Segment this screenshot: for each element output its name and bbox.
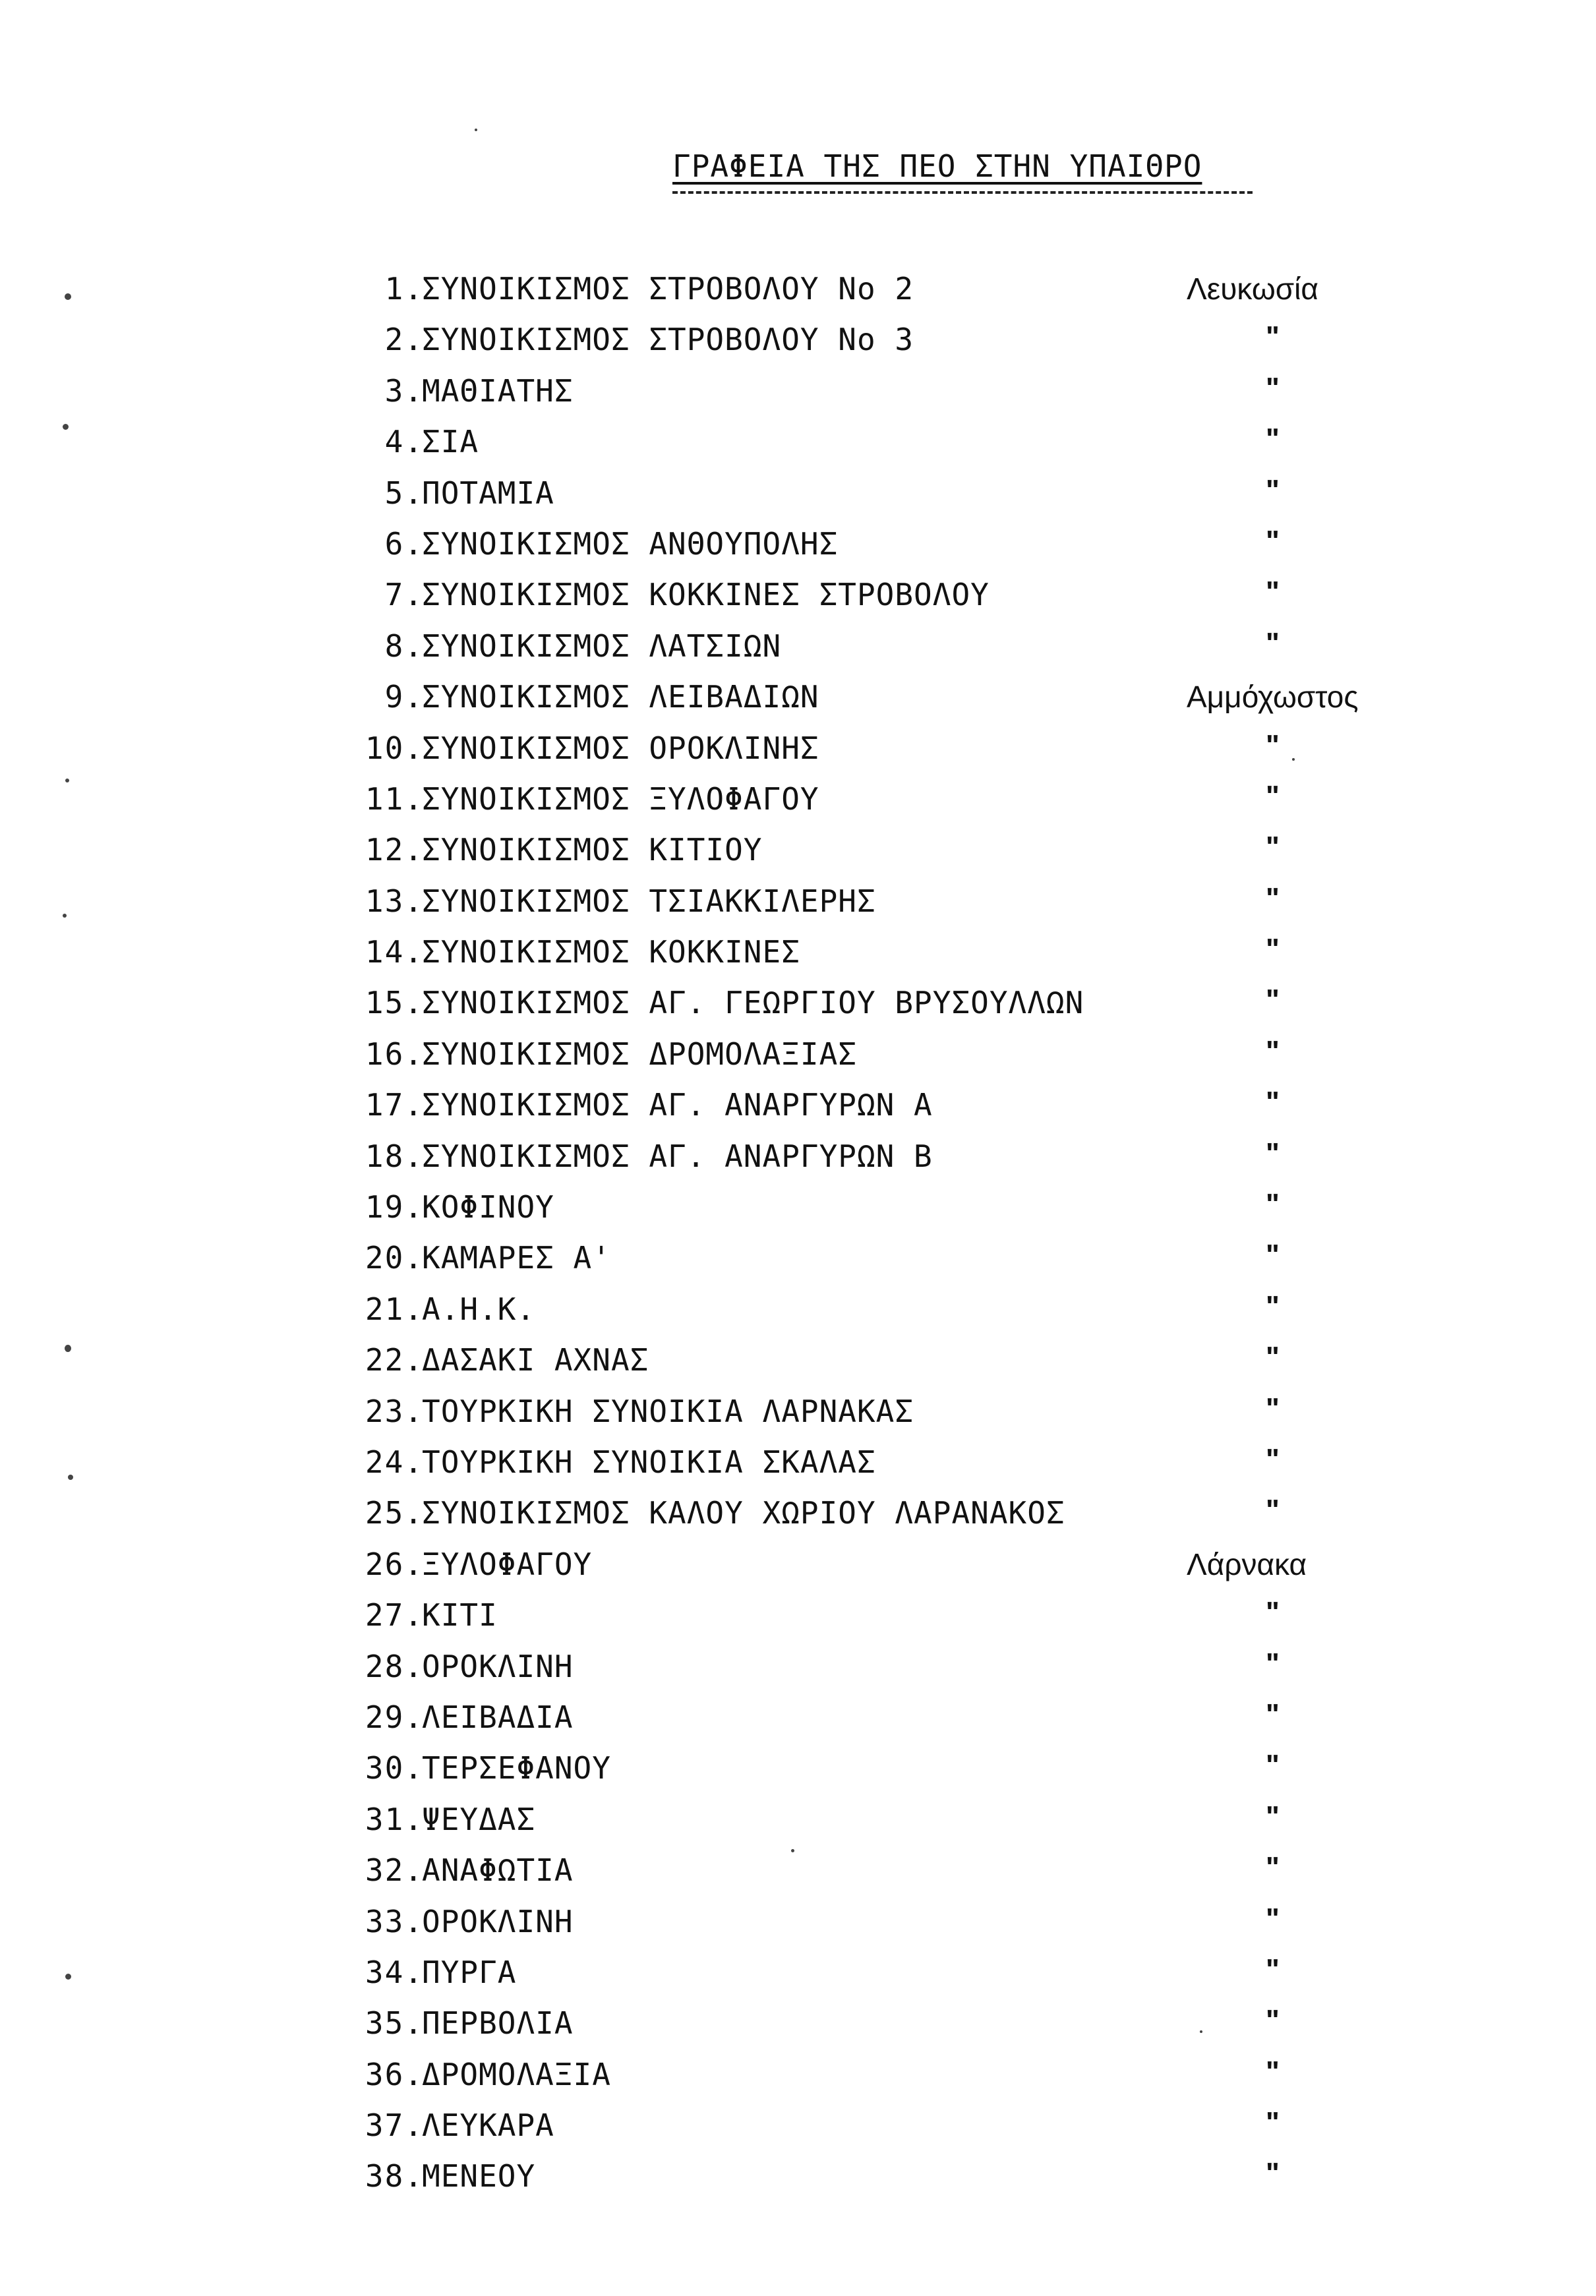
office-number: 1. <box>384 271 424 307</box>
scan-speck <box>475 129 477 131</box>
ditto-mark: " <box>1266 1442 1280 1475</box>
ditto-mark: " <box>1266 473 1280 506</box>
ditto-mark: " <box>1266 1596 1280 1629</box>
office-row <box>0 2156 1596 2207</box>
ditto-mark: " <box>1266 320 1280 353</box>
office-row <box>0 2105 1596 2156</box>
office-row <box>0 1392 1596 1442</box>
office-name: ΣΥΝΟΙΚΙΣΜΟΣ ΑΓ. ΓΕΩΡΓΙΟΥ ΒΡΥΣΟΥΛΛΩΝ <box>422 985 1084 1021</box>
office-name: ΔΑΣΑΚΙ ΑΧΝΑΣ <box>422 1342 649 1378</box>
office-name: ΚΟΦΙΝΟΥ <box>422 1189 554 1225</box>
office-number: 22. <box>365 1342 424 1378</box>
ditto-mark: " <box>1266 1239 1280 1272</box>
ditto-mark: " <box>1266 2157 1280 2190</box>
office-row <box>0 2055 1596 2105</box>
ditto-mark: " <box>1266 831 1280 864</box>
office-name: ΤΟΥΡΚΙΚΗ ΣΥΝΟΙΚΙΑ ΣΚΑΛΑΣ <box>422 1444 876 1480</box>
office-number: 20. <box>365 1240 424 1276</box>
office-name: ΣΥΝΟΙΚΙΣΜΟΣ ΑΓ. ΑΝΑΡΓΥΡΩΝ Β <box>422 1138 933 1174</box>
office-number: 24. <box>365 1444 424 1480</box>
office-row <box>0 728 1596 779</box>
office-row <box>0 1289 1596 1340</box>
office-row <box>0 320 1596 370</box>
scan-speck <box>68 1475 73 1480</box>
office-number: 31. <box>365 1801 424 1837</box>
office-number: 35. <box>365 2005 424 2042</box>
office-name: ΟΡΟΚΛΙΝΗ <box>422 1903 574 1939</box>
office-name: ΤΟΥΡΚΙΚΗ ΣΥΝΟΙΚΙΑ ΛΑΡΝΑΚΑΣ <box>422 1393 914 1429</box>
ditto-mark: " <box>1266 728 1280 761</box>
office-row <box>0 371 1596 422</box>
office-row <box>0 1850 1596 1901</box>
office-name: ΤΕΡΣΕΦΑΝΟΥ <box>422 1750 611 1786</box>
office-number: 5. <box>384 475 424 511</box>
office-district: Λευκωσία <box>1187 272 1318 306</box>
office-row <box>0 830 1596 881</box>
office-name: ΠΕΡΒΟΛΙΑ <box>422 2005 574 2042</box>
ditto-mark: " <box>1266 1851 1280 1884</box>
office-number: 29. <box>365 1699 424 1735</box>
office-number: 27. <box>365 1597 424 1634</box>
office-row <box>0 1647 1596 1697</box>
office-number: 32. <box>365 1852 424 1889</box>
office-name: ΠΥΡΓΑ <box>422 1954 517 1990</box>
office-row <box>0 524 1596 575</box>
office-name: ΣΥΝΟΙΚΙΣΜΟΣ ΣΤΡΟΒΟΛΟΥ Νο 2 <box>422 271 914 307</box>
office-row <box>0 626 1596 677</box>
office-number: 4. <box>384 424 424 460</box>
office-name: ΣΥΝΟΙΚΙΣΜΟΣ ΤΣΙΑΚΚΙΛΕΡΗΣ <box>422 883 876 919</box>
office-name: ΣΥΝΟΙΚΙΣΜΟΣ ΞΥΛΟΦΑΓΟΥ <box>422 780 819 817</box>
office-row <box>0 1136 1596 1187</box>
office-row <box>0 1697 1596 1748</box>
title-underline-dashes <box>672 191 1253 194</box>
scan-speck <box>65 1345 71 1352</box>
office-name: ΣΥΝΟΙΚΙΣΜΟΣ ΟΡΟΚΛΙΝΗΣ <box>422 730 819 766</box>
office-row <box>0 1800 1596 1850</box>
office-list <box>0 269 1596 2208</box>
office-number: 14. <box>365 934 424 970</box>
ditto-mark: " <box>1266 575 1280 608</box>
office-number: 11. <box>365 780 424 817</box>
office-number: 34. <box>365 1954 424 1990</box>
ditto-mark: " <box>1266 1136 1280 1169</box>
office-number: 9. <box>384 679 424 715</box>
office-number: 26. <box>365 1546 424 1582</box>
office-name: ΣΥΝΟΙΚΙΣΜΟΣ ΛΕΙΒΑΔΙΩΝ <box>422 679 819 715</box>
office-number: 15. <box>365 985 424 1021</box>
office-name: ΟΡΟΚΛΙΝΗ <box>422 1648 574 1684</box>
office-name: ΣΥΝΟΙΚΙΣΜΟΣ ΚΟΚΚΙΝΕΣ <box>422 934 800 970</box>
ditto-mark: " <box>1266 1392 1280 1425</box>
ditto-mark: " <box>1266 2004 1280 2037</box>
office-number: 7. <box>384 577 424 613</box>
office-number: 16. <box>365 1036 424 1072</box>
office-number: 36. <box>365 2056 424 2092</box>
office-row <box>0 1187 1596 1238</box>
office-number: 10. <box>365 730 424 766</box>
office-number: 3. <box>384 372 424 409</box>
office-number: 28. <box>365 1648 424 1684</box>
office-name: ΛΕΙΒΑΔΙΑ <box>422 1699 574 1735</box>
office-row <box>0 1238 1596 1289</box>
office-name: ΠΟΤΑΜΙΑ <box>422 475 554 511</box>
office-name: ΚΙΤΙ <box>422 1597 498 1634</box>
office-number: 19. <box>365 1189 424 1225</box>
office-name: ΣΥΝΟΙΚΙΣΜΟΣ ΚΑΛΟΥ ΧΩΡΙΟΥ ΛΑΡΑΝΑΚΟΣ <box>422 1495 1065 1531</box>
scan-speck <box>63 424 69 430</box>
office-name: ΜΕΝΕΟΥ <box>422 2158 536 2194</box>
office-row <box>0 1034 1596 1085</box>
ditto-mark: " <box>1266 1749 1280 1782</box>
office-row <box>0 1493 1596 1544</box>
office-name: ΚΑΜΑΡΕΣ Α' <box>422 1240 611 1276</box>
ditto-mark: " <box>1266 1289 1280 1322</box>
office-row <box>0 1595 1596 1646</box>
office-row <box>0 1545 1596 1595</box>
office-name: ΔΡΟΜΟΛΑΞΙΑ <box>422 2056 611 2092</box>
ditto-mark: " <box>1266 1697 1280 1730</box>
office-name: ΛΕΥΚΑΡΑ <box>422 2107 554 2144</box>
office-number: 30. <box>365 1750 424 1786</box>
office-row <box>0 983 1596 1034</box>
ditto-mark: " <box>1266 1800 1280 1833</box>
ditto-mark: " <box>1266 1086 1280 1119</box>
office-number: 33. <box>365 1903 424 1939</box>
ditto-mark: " <box>1266 1902 1280 1935</box>
office-row <box>0 422 1596 473</box>
ditto-mark: " <box>1266 423 1280 456</box>
office-row <box>0 1953 1596 2003</box>
ditto-mark: " <box>1266 2106 1280 2139</box>
office-name: ΣΥΝΟΙΚΙΣΜΟΣ ΛΑΤΣΙΩΝ <box>422 628 782 664</box>
office-district: Λάρνακα <box>1187 1546 1307 1581</box>
ditto-mark: " <box>1266 1034 1280 1067</box>
office-district: Αμμόχωστος <box>1187 680 1359 715</box>
office-name: ΣΥΝΟΙΚΙΣΜΟΣ ΑΓ. ΑΝΑΡΓΥΡΩΝ Α <box>422 1087 933 1123</box>
ditto-mark: " <box>1266 779 1280 812</box>
office-name: ΣΥΝΟΙΚΙΣΜΟΣ ΑΝΘΟΥΠΟΛΗΣ <box>422 525 839 562</box>
ditto-mark: " <box>1266 371 1280 404</box>
office-number: 6. <box>384 525 424 562</box>
scan-speck <box>65 293 71 300</box>
ditto-mark: " <box>1266 1494 1280 1527</box>
office-row <box>0 575 1596 626</box>
ditto-mark: " <box>1266 984 1280 1016</box>
office-number: 17. <box>365 1087 424 1123</box>
scan-speck <box>63 914 67 918</box>
office-row <box>0 1748 1596 1799</box>
ditto-mark: " <box>1266 933 1280 966</box>
ditto-mark: " <box>1266 1188 1280 1221</box>
office-row <box>0 2003 1596 2054</box>
office-row <box>0 779 1596 830</box>
office-row <box>0 677 1596 728</box>
office-number: 8. <box>384 628 424 664</box>
office-row <box>0 1085 1596 1136</box>
office-number: 38. <box>365 2158 424 2194</box>
office-name: Α.Η.Κ. <box>422 1291 536 1327</box>
office-number: 25. <box>365 1495 424 1531</box>
ditto-mark: " <box>1266 524 1280 557</box>
office-row <box>0 1340 1596 1391</box>
office-number: 18. <box>365 1138 424 1174</box>
ditto-mark: " <box>1266 1647 1280 1680</box>
office-number: 2. <box>384 322 424 358</box>
office-name: ΞΥΛΟΦΑΓΟΥ <box>422 1546 593 1582</box>
office-name: ΣΥΝΟΙΚΙΣΜΟΣ ΚΟΚΚΙΝΕΣ ΣΤΡΟΒΟΛΟΥ <box>422 577 990 613</box>
scan-speck <box>65 779 69 782</box>
office-number: 21. <box>365 1291 424 1327</box>
office-name: ΑΝΑΦΩΤΙΑ <box>422 1852 574 1889</box>
office-name: ΜΑΘΙΑΤΗΣ <box>422 372 574 409</box>
scan-speck <box>791 1849 794 1852</box>
ditto-mark: " <box>1266 1341 1280 1374</box>
page-title: ΓΡΑΦΕΙΑ ΤΗΣ ΠΕΟ ΣΤΗΝ ΥΠΑΙΘΡΟ <box>672 148 1202 184</box>
office-number: 13. <box>365 883 424 919</box>
office-row <box>0 932 1596 983</box>
office-name: ΨΕΥΔΑΣ <box>422 1801 536 1837</box>
office-number: 37. <box>365 2107 424 2144</box>
ditto-mark: " <box>1266 881 1280 914</box>
office-name: ΣΙΑ <box>422 424 479 460</box>
office-row <box>0 881 1596 932</box>
office-row <box>0 473 1596 524</box>
ditto-mark: " <box>1266 626 1280 659</box>
scan-speck <box>1292 758 1295 761</box>
office-number: 23. <box>365 1393 424 1429</box>
scan-speck <box>1200 2030 1202 2033</box>
office-row <box>0 1442 1596 1493</box>
office-row <box>0 269 1596 320</box>
office-name: ΣΥΝΟΙΚΙΣΜΟΣ ΣΤΡΟΒΟΛΟΥ Νο 3 <box>422 322 914 358</box>
scan-speck <box>65 1974 71 1980</box>
office-number: 12. <box>365 832 424 868</box>
office-name: ΣΥΝΟΙΚΙΣΜΟΣ ΚΙΤΙΟΥ <box>422 832 763 868</box>
ditto-mark: " <box>1266 2055 1280 2088</box>
ditto-mark: " <box>1266 1953 1280 1986</box>
office-name: ΣΥΝΟΙΚΙΣΜΟΣ ΔΡΟΜΟΛΑΞΙΑΣ <box>422 1036 857 1072</box>
office-row <box>0 1902 1596 1953</box>
